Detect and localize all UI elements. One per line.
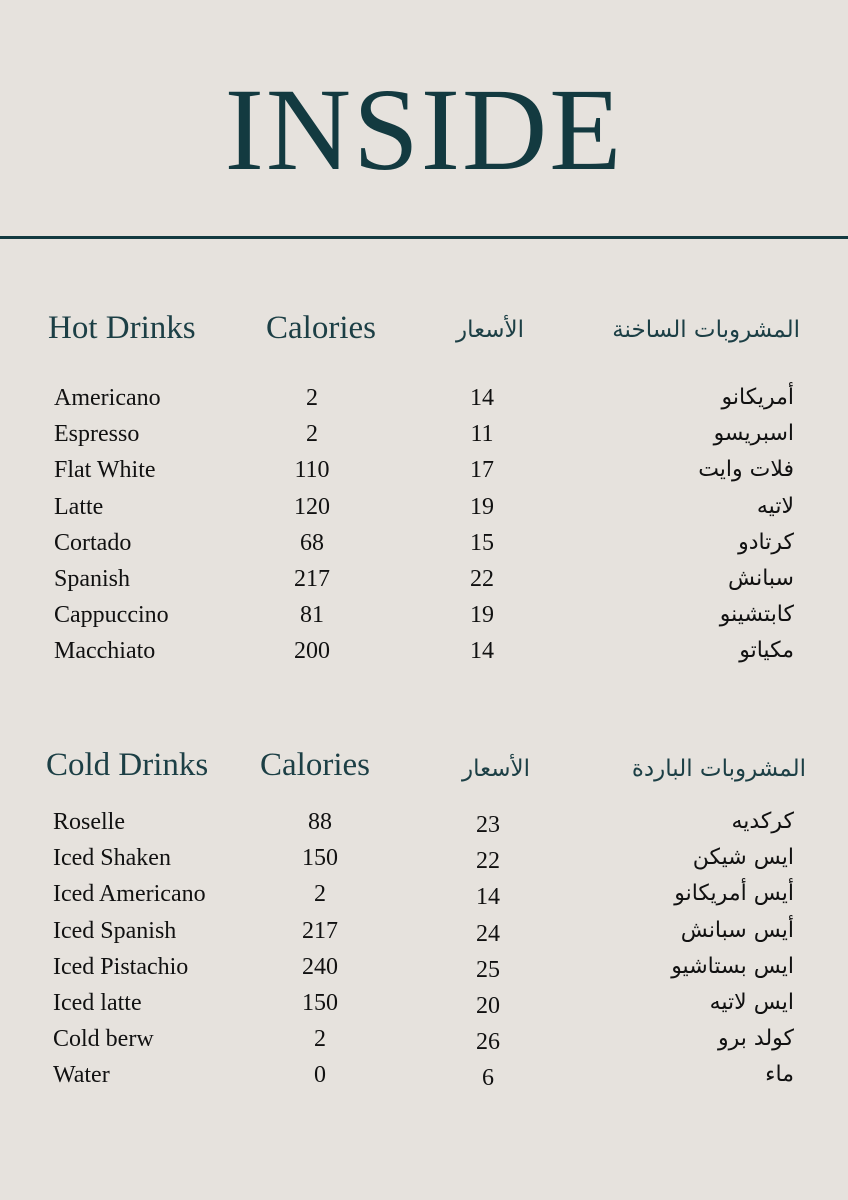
item-price: 25: [476, 956, 500, 983]
brand-logo: INSIDE: [224, 64, 624, 195]
item-name: Cortado: [54, 529, 132, 556]
item-name-ar: ايس شيكن: [692, 845, 794, 871]
item-price: 14: [476, 884, 500, 911]
item-name: Water: [53, 1062, 110, 1089]
item-price: 11: [470, 421, 494, 448]
cold-drinks-heading: Cold Drinks: [46, 747, 209, 783]
menu-row: [0, 985, 848, 1021]
item-name: Espresso: [54, 421, 140, 448]
menu-row: [0, 380, 848, 416]
menu-row: [0, 452, 848, 488]
item-name: Macchiato: [54, 638, 156, 665]
menu-row: [0, 804, 848, 840]
cold-calories-heading: Calories: [260, 747, 370, 783]
item-name: Cappuccino: [54, 602, 169, 629]
item-name-ar: أيس سبانش: [680, 917, 794, 943]
item-name-ar: كابتشينو: [719, 602, 794, 628]
item-calories: 88: [308, 809, 332, 835]
hot-calories-heading: Calories: [266, 310, 376, 346]
item-name: Iced Americano: [53, 881, 206, 908]
item-price: 6: [482, 1065, 494, 1092]
item-name-ar: أيس أمريكانو: [674, 881, 794, 907]
item-calories: 2: [314, 881, 326, 908]
menu-row: [0, 1057, 848, 1093]
menu-row: [0, 597, 848, 633]
item-calories: 2: [306, 421, 318, 448]
item-name: Iced latte: [53, 989, 142, 1016]
item-calories: 0: [314, 1062, 326, 1089]
item-name-ar: اسبريسو: [713, 421, 794, 447]
item-price: 22: [476, 848, 500, 875]
item-name: Roselle: [53, 809, 125, 835]
hot-drinks-heading-ar: المشروبات الساخنة: [612, 317, 800, 343]
header-divider: [0, 236, 848, 239]
item-calories: 68: [300, 529, 324, 556]
hot-drinks-heading: Hot Drinks: [48, 310, 196, 346]
item-name-ar: فلات وايت: [698, 457, 794, 483]
item-calories: 240: [302, 953, 338, 980]
cold-drinks-heading-ar: المشروبات الباردة: [631, 756, 806, 782]
item-name: Spanish: [54, 565, 131, 592]
item-name-ar: ايس بستاشيو: [671, 953, 794, 979]
item-name: Flat White: [54, 457, 156, 484]
item-calories: 120: [294, 493, 330, 520]
menu-row: [0, 416, 848, 452]
menu-row: [0, 1021, 848, 1057]
menu-row: [0, 561, 848, 597]
item-name: Iced Spanish: [53, 917, 177, 944]
item-calories: 2: [306, 385, 318, 411]
item-calories: 110: [294, 457, 330, 484]
item-calories: 217: [302, 917, 338, 944]
item-price: 14: [470, 385, 494, 411]
menu-row: [0, 840, 848, 876]
item-price: 22: [470, 565, 494, 592]
menu-row: [0, 913, 848, 949]
item-name: Iced Shaken: [53, 845, 171, 872]
item-name: Latte: [54, 493, 104, 520]
hot-drinks-list: [0, 380, 848, 670]
item-calories: 150: [302, 989, 338, 1016]
item-price: 23: [476, 812, 500, 838]
item-name-ar: ايس لاتيه: [709, 989, 794, 1015]
item-price: 24: [476, 920, 500, 947]
item-price: 17: [470, 457, 494, 484]
item-calories: 81: [300, 602, 324, 629]
cold-drinks-list: [0, 804, 848, 1094]
hot-prices-heading-ar: الأسعار: [456, 317, 524, 343]
item-calories: 2: [314, 1026, 326, 1053]
item-name-ar: لاتيه: [756, 493, 794, 519]
item-price: 26: [476, 1029, 500, 1056]
item-calories: 200: [294, 638, 330, 665]
item-name: Americano: [54, 385, 161, 411]
item-name: Iced Pistachio: [53, 953, 189, 980]
item-price: 19: [470, 493, 494, 520]
item-name-ar: سبانش: [728, 565, 794, 591]
item-name: Cold berw: [53, 1026, 154, 1053]
item-name-ar: أمريكانو: [721, 385, 794, 410]
menu-row: [0, 949, 848, 985]
item-price: 20: [476, 992, 500, 1019]
menu-row: [0, 876, 848, 912]
item-name-ar: ماء: [765, 1062, 794, 1088]
cold-prices-heading-ar: الأسعار: [462, 756, 530, 782]
item-calories: 217: [294, 565, 330, 592]
item-price: 15: [470, 529, 494, 556]
item-price: 19: [470, 602, 494, 629]
item-calories: 150: [302, 845, 338, 872]
item-name-ar: كرتادو: [738, 529, 794, 555]
item-name-ar: مكياتو: [739, 638, 794, 664]
menu-row: [0, 525, 848, 561]
menu-row: [0, 633, 848, 669]
item-name-ar: كولد برو: [718, 1026, 794, 1052]
item-price: 14: [470, 638, 494, 665]
item-name-ar: كركديه: [731, 809, 794, 834]
menu-row: [0, 489, 848, 525]
